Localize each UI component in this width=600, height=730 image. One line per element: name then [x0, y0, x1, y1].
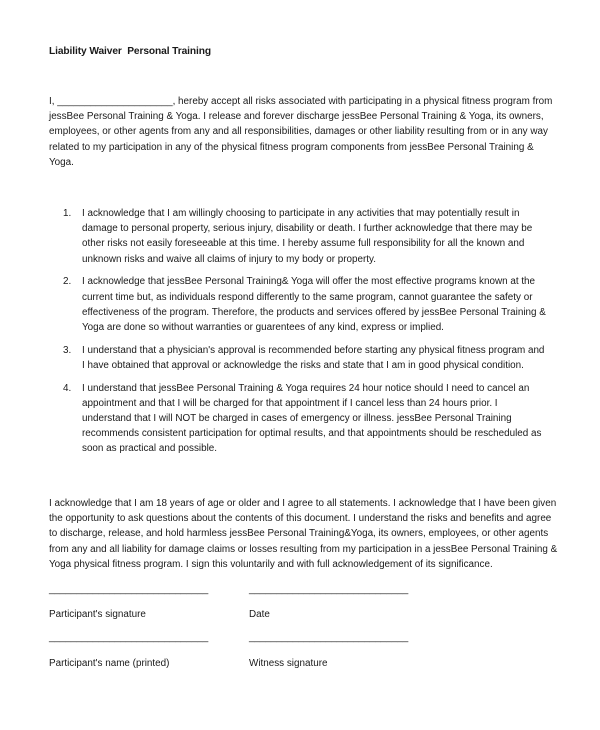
list-item-number: 4.	[63, 382, 72, 394]
list-item-number: 3.	[63, 344, 72, 356]
list-item-number: 1.	[63, 208, 72, 219]
date-label: Date	[249, 609, 270, 620]
list-item	[49, 206, 549, 267]
list-item	[49, 343, 549, 373]
participant-signature-label: Participant's signature	[49, 609, 146, 620]
witness-signature-line[interactable]: _____________________________	[249, 632, 409, 643]
list-item	[49, 274, 549, 335]
participant-name-label: Participant's name (printed)	[49, 658, 170, 669]
participant-name-line[interactable]: _____________________________	[49, 632, 209, 643]
acknowledgement-list	[49, 206, 549, 457]
intro-paragraph: I, _____________________, hereby accept all risks associated with participating in a physical fitness program from jessBee Personal Training & Yoga. I release and forever discharge jessBee Personal Training & Yoga, its owners, employees, or other agents from any and all responsibilities, damages or other liability resulting from or in any way related to my participation in any of the physical fitness program components from jessBee Personal Training & Yoga.	[49, 96, 553, 168]
list-item-number: 2.	[63, 276, 72, 288]
participant-signature-line[interactable]: _____________________________	[49, 584, 209, 595]
witness-signature-label: Witness signature	[249, 658, 328, 669]
list-item-text: I understand that a physician's approval is recommended before starting any physical fitness program and I have obtained that approval or acknowledge the risks and state that I am in good physical condition.	[82, 344, 545, 371]
list-item	[49, 381, 549, 457]
date-line[interactable]: _____________________________	[249, 584, 409, 595]
list-item-text: I acknowledge that jessBee Personal Training& Yoga will offer the most effective programs known at the current time but, as individuals respond differently to the same program, cannot guarantee the safety or effectiveness of the program. Therefore, the products and services offered by jessBee Personal Training & Yoga are done so without warranties or guarentees of any kind, express or implied.	[82, 276, 546, 333]
closing-paragraph: I acknowledge that I am 18 years of age or older and I agree to all statements. I acknowledge that I have been given the opportunity to ask questions about the contents of this document. I understand the risks and benefits and agree to discharge, release, and hold harmless jessBee Personal Training&Yoga, its owners, employees, or other agents from any and all liability for damage claims or losses resulting from my participation in a jessBee Personal Training & Yoga physical fitness program. I sign this voluntarily and with full acknowledgement of its significance.	[49, 498, 558, 570]
list-item-text: I acknowledge that I am willingly choosing to participate in any activities that may potentially result in damage to personal property, serious injury, disability or death. I further acknowledge that there may be other risks not easily foreseeable at this time. I hereby assume full responsibility for all the known and unknown risks and waive all claims of injury to my body or property.	[82, 208, 533, 265]
document-title: Liability Waiver Personal Training	[49, 46, 211, 57]
list-item-text: I understand that jessBee Personal Training & Yoga requires 24 hour notice should I need to cancel an appointment and that I will be charged for that appointment if I cancel less than 24 hours prior. I understand that I will NOT be charged in cases of emergency or illness. jessBee Personal Training recommends consistent participation for optimal results, and that appointments should be rescheduled as soon as practical and possible.	[82, 382, 542, 455]
